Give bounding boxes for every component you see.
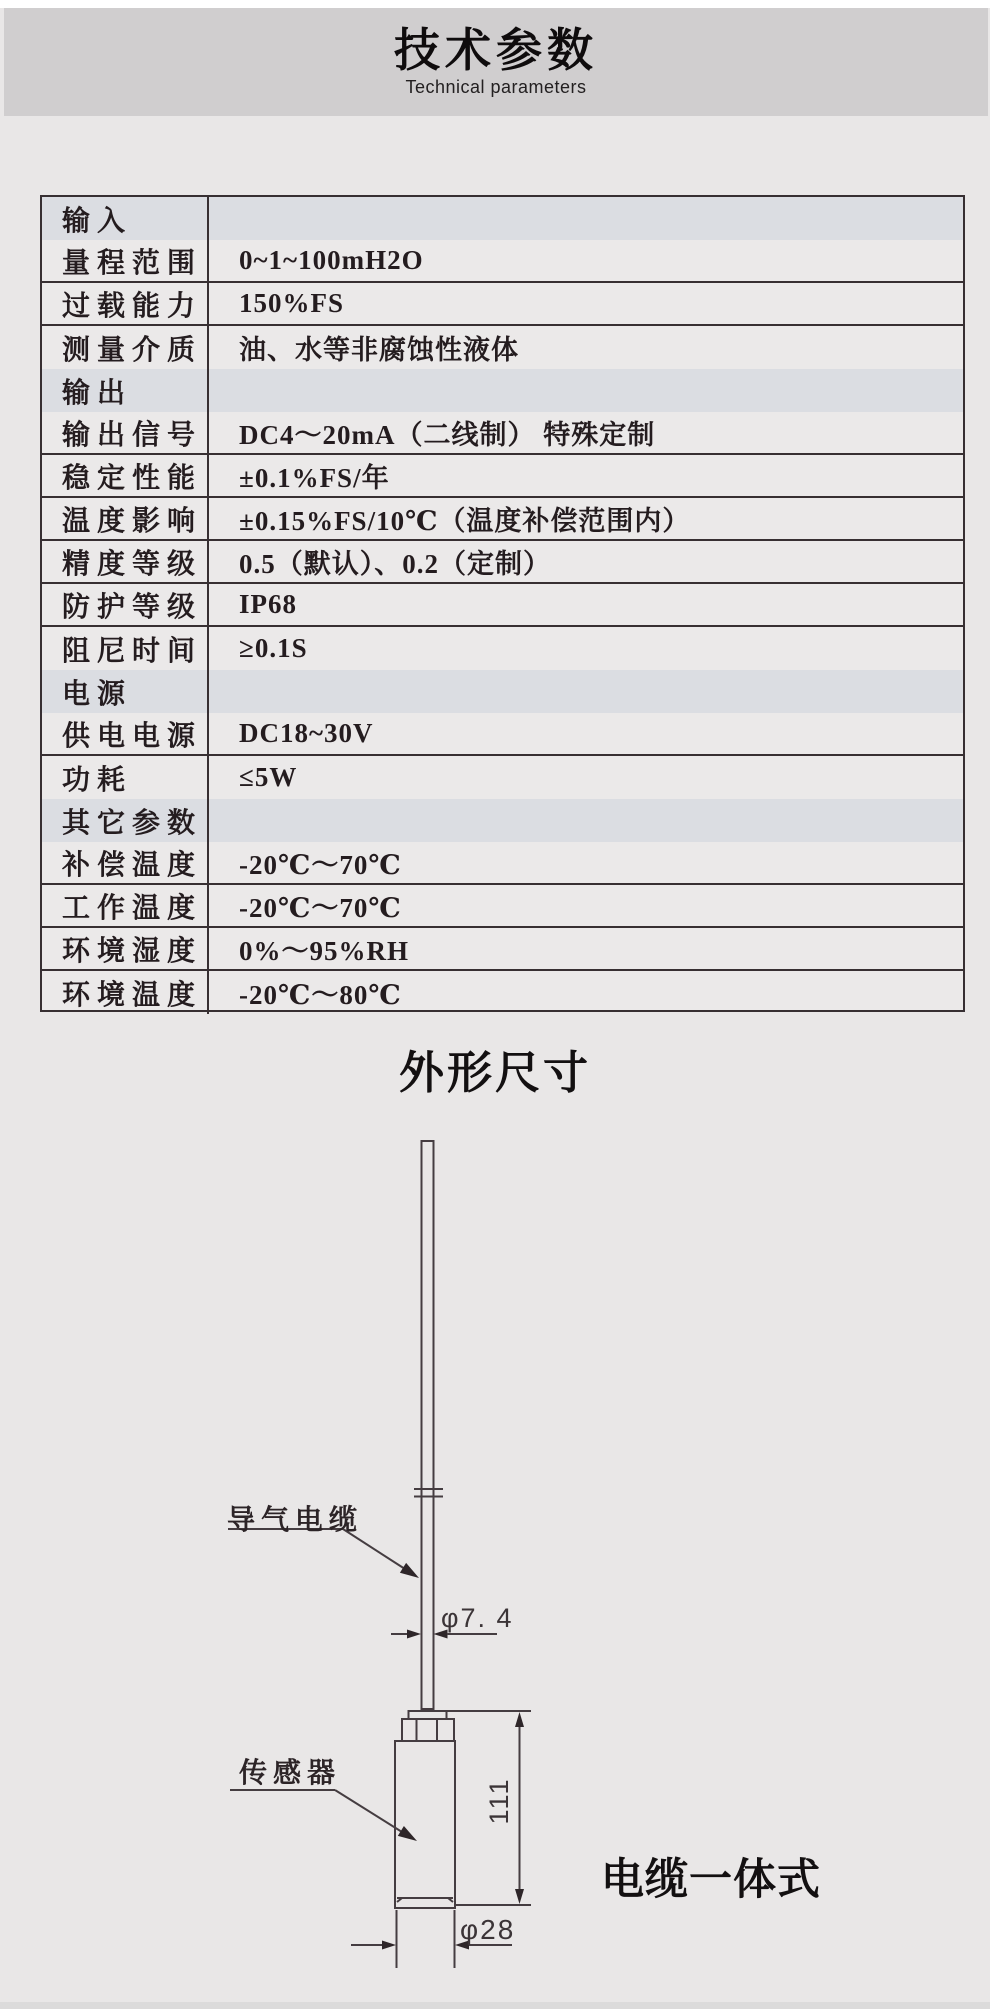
param-label: 温度影响	[42, 498, 209, 539]
table-row	[42, 197, 963, 240]
table-row	[42, 670, 963, 713]
param-value: DC18~30V	[239, 718, 374, 748]
param-label: 供电电源	[42, 713, 209, 754]
body-diameter-text: φ28	[460, 1914, 516, 1945]
param-value: 0~1~100mH2O	[239, 245, 424, 275]
param-value	[209, 670, 963, 713]
sensor-body-outline	[395, 1711, 455, 1908]
outline-drawing-svg	[0, 1130, 990, 2009]
param-value: ≥0.1S	[239, 633, 308, 663]
table-row	[42, 756, 963, 799]
param-label: 阻尼时间	[42, 627, 209, 670]
param-label: 环境温度	[42, 971, 209, 1014]
table-row	[42, 799, 963, 842]
param-value: 0.5（默认）、0.2（定制）	[239, 549, 551, 579]
param-label: 补偿温度	[42, 842, 209, 883]
param-label: 防护等级	[42, 584, 209, 625]
param-label: 过载能力	[42, 283, 209, 324]
sensor-leader-arrow	[230, 1790, 417, 1841]
cable-diameter-text: φ7. 4	[441, 1603, 514, 1633]
param-value	[209, 369, 963, 412]
table-row	[42, 842, 963, 885]
param-label: 测量介质	[42, 326, 209, 369]
param-value: 油、水等非腐蚀性液体	[239, 335, 519, 365]
param-label: 输出	[42, 369, 209, 412]
table-row	[42, 541, 963, 584]
param-label: 工作温度	[42, 885, 209, 926]
body-length-text: 111	[484, 1777, 514, 1825]
table-row	[42, 713, 963, 756]
bottom-strip	[0, 2002, 990, 2009]
param-label: 量程范围	[42, 240, 209, 281]
param-value: IP68	[239, 589, 297, 619]
param-label: 稳定性能	[42, 455, 209, 496]
table-row	[42, 412, 963, 455]
sensor-label: 传感器	[239, 1758, 342, 1789]
table-row	[42, 885, 963, 928]
parameters-table	[40, 195, 965, 1012]
param-value: 0%～95%RH	[239, 936, 409, 966]
param-value: ≤5W	[239, 762, 298, 792]
variant-label: 电缆一体式	[601, 1856, 821, 1904]
param-label: 其它参数	[42, 799, 209, 842]
dimensions-heading: 外形尺寸	[398, 1047, 591, 1098]
table-row	[42, 326, 963, 369]
dimension-drawing	[0, 1130, 990, 2009]
cable-label: 导气电缆	[227, 1505, 364, 1536]
cable-outline	[414, 1141, 443, 1709]
param-label: 功耗	[42, 756, 209, 799]
param-label: 输出信号	[42, 412, 209, 453]
page-subtitle: Technical parameters	[405, 77, 587, 98]
param-value: ±0.15%FS/10℃（温度补偿范围内）	[239, 506, 691, 536]
table-row	[42, 971, 963, 1014]
param-value: 150%FS	[239, 288, 345, 318]
table-row	[42, 498, 963, 541]
param-label: 输入	[42, 197, 209, 240]
param-value: DC4～20mA（二线制） 特殊定制	[239, 420, 656, 450]
param-value	[209, 197, 963, 240]
table-row	[42, 240, 963, 283]
table-row	[42, 369, 963, 412]
param-value: -20℃～80℃	[239, 980, 402, 1010]
top-margin	[0, 0, 990, 8]
header-band	[4, 8, 988, 116]
page-title: 技术参数	[394, 23, 598, 76]
table-row	[42, 455, 963, 498]
param-value	[209, 799, 963, 842]
param-label: 电源	[42, 670, 209, 713]
param-label: 环境湿度	[42, 928, 209, 969]
table-row	[42, 627, 963, 670]
param-value: ±0.1%FS/年	[239, 463, 390, 493]
param-value: -20℃～70℃	[239, 850, 402, 880]
table-row	[42, 928, 963, 971]
table-row	[42, 584, 963, 627]
param-value: -20℃～70℃	[239, 893, 402, 923]
table-row	[42, 283, 963, 326]
param-label: 精度等级	[42, 541, 209, 582]
